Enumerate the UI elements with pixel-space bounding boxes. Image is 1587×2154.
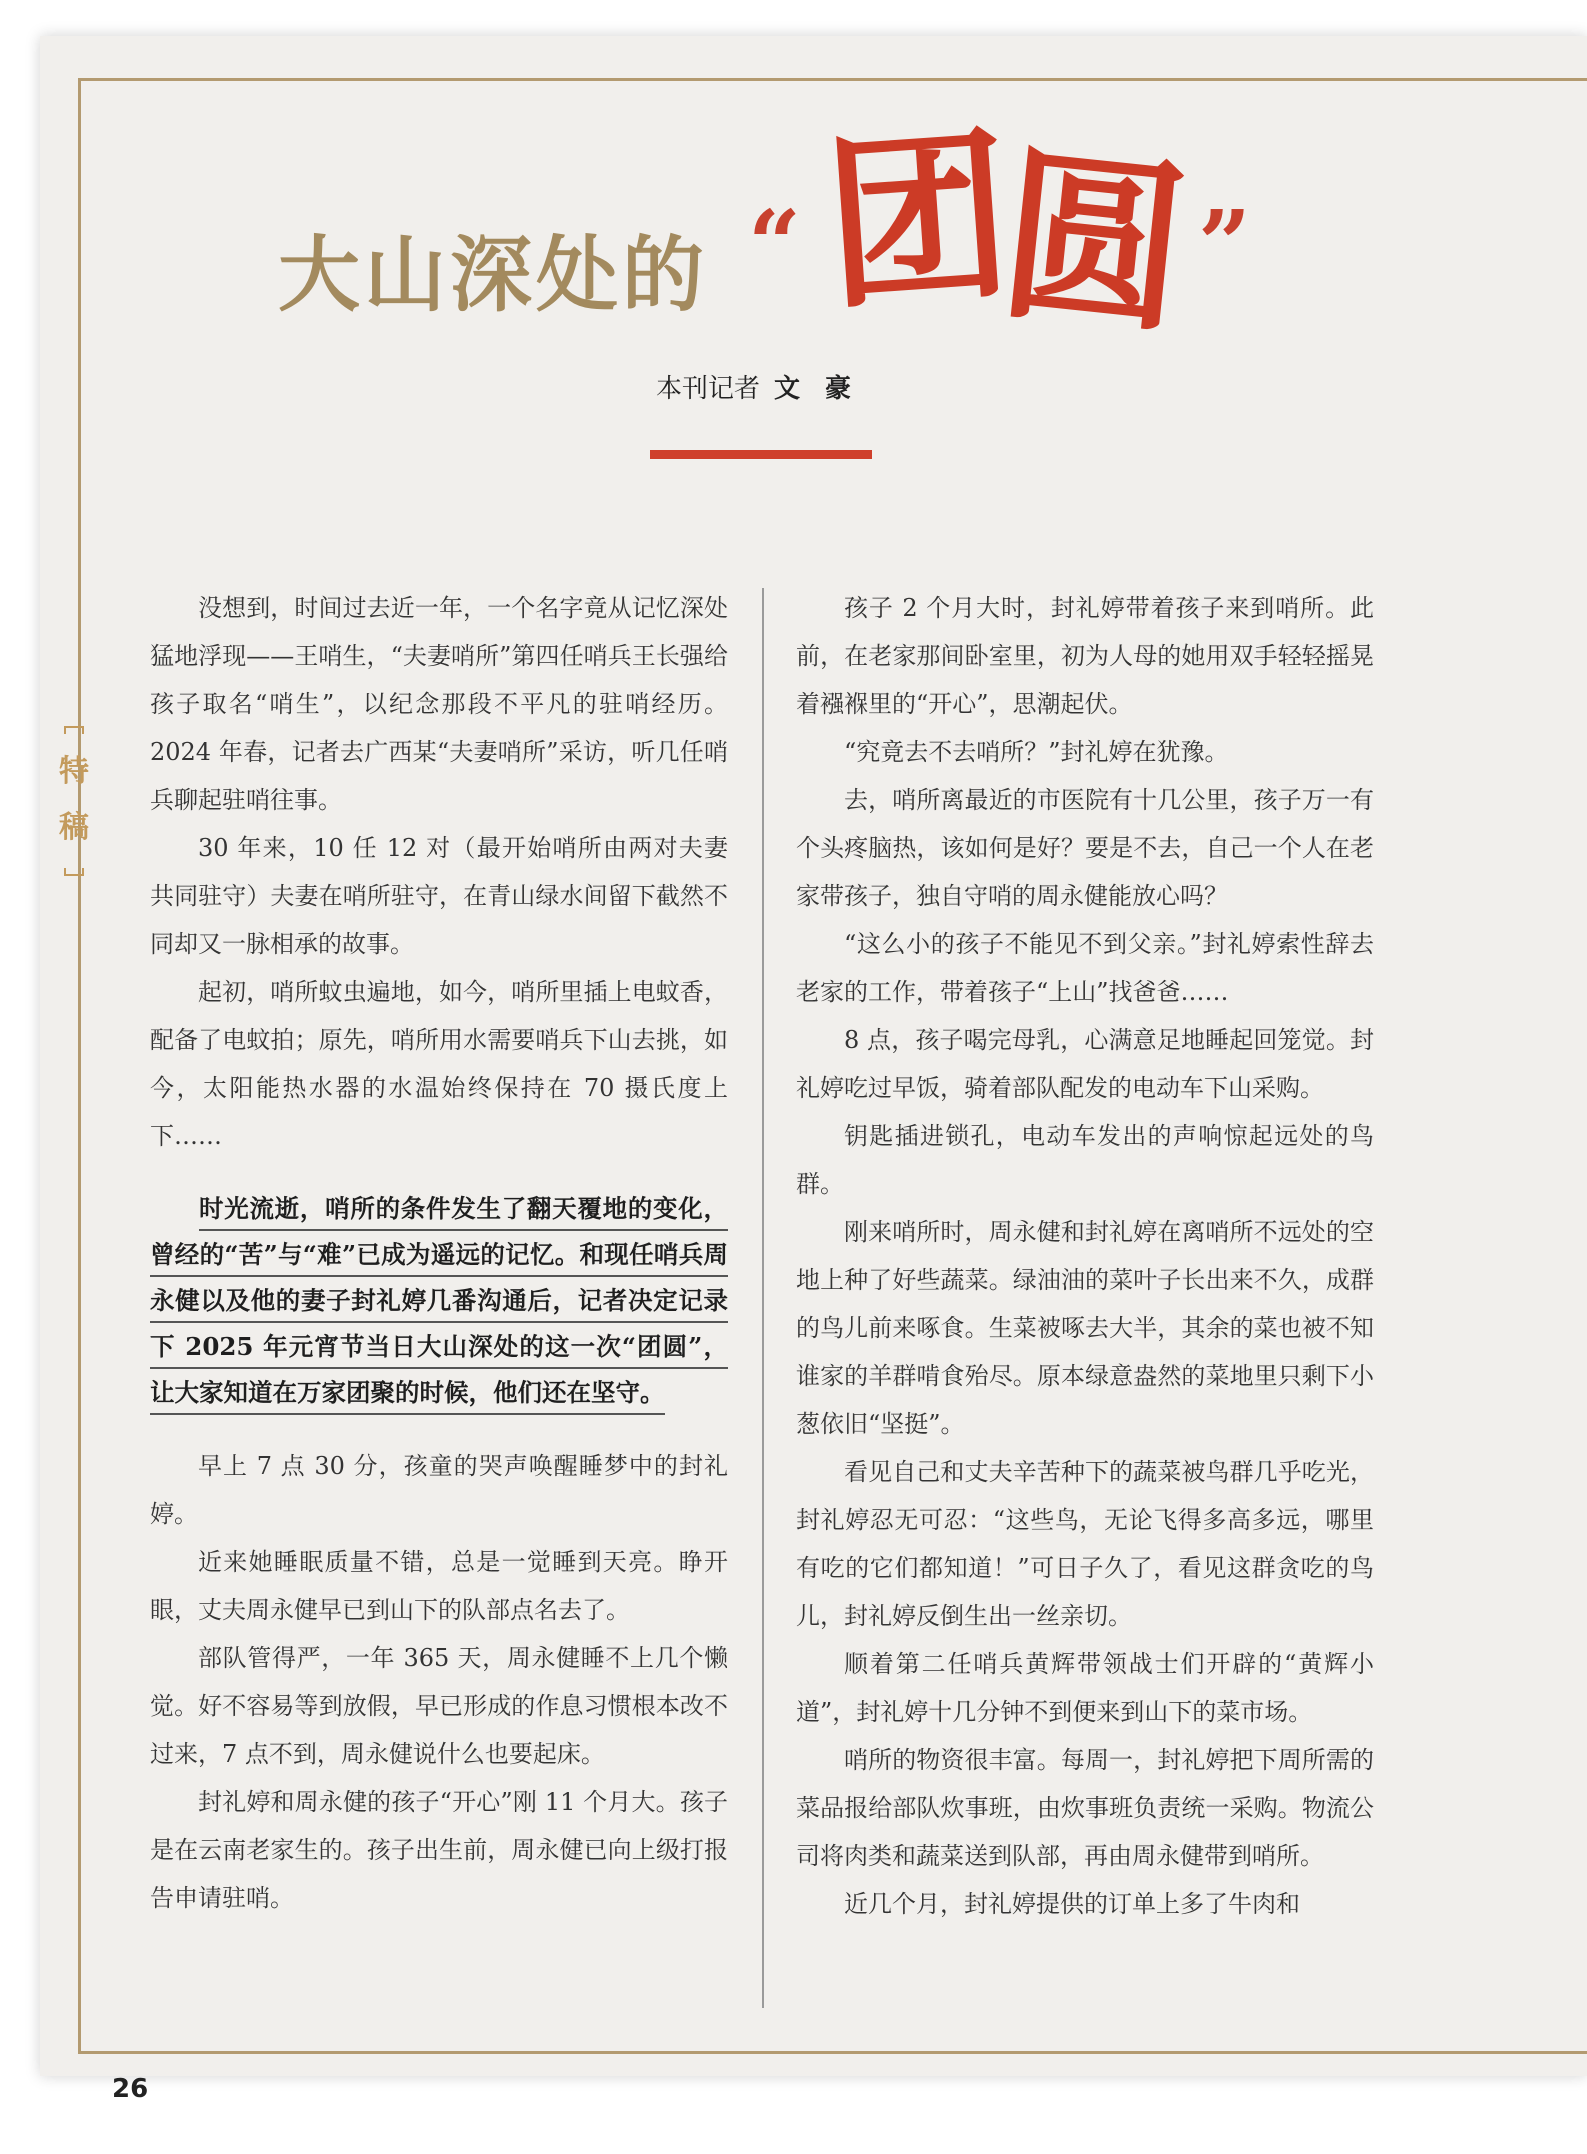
author-name: 文 豪 <box>773 374 860 404</box>
section-tag-char-2: 稿 <box>59 810 89 845</box>
paragraph: 30 年来，10 任 12 对（最开始哨所由两对夫妻共同驻守）夫妻在哨所驻守，在青山绿水间留下截然不同却又一脉相承的故事。 <box>150 834 728 958</box>
byline <box>0 368 1515 405</box>
paragraph: 8 点，孩子喝完母乳，心满意足地睡起回笼觉。封礼婷吃过早饭，骑着部队配发的电动车下山采购。 <box>796 1026 1374 1102</box>
highlight-text: 时光流逝，哨所的条件发生了翻天覆地的变化，曾经的“苦”与“难”已成为遥远的记忆。和现任哨兵周永健以及他的妻子封礼婷几番沟通后，记者决定记录下 2025 年元宵节当日大山深处的这一次“团圆”，让大家知道在万家团聚的时候，他们还在坚守。 <box>150 1194 728 1415</box>
bracket-top <box>64 726 84 734</box>
column-divider <box>762 588 764 2008</box>
paragraph: 近几个月，封礼婷提供的订单上多了牛肉和 <box>844 1890 1300 1918</box>
page-number: 26 <box>112 2074 149 2104</box>
paragraph: 近来她睡眠质量不错，总是一觉睡到天亮。睁开眼，丈夫周永健早已到山下的队部点名去了。 <box>150 1548 728 1624</box>
paragraph: 哨所的物资很丰富。每周一，封礼婷把下周所需的菜品报给部队炊事班，由炊事班负责统一采购。物流公司将肉类和蔬菜送到队部，再由周永健带到哨所。 <box>796 1746 1374 1870</box>
paragraph: 看见自己和丈夫辛苦种下的蔬菜被鸟群几乎吃光，封礼婷忍无可忍：“这些鸟，无论飞得多高多远，哪里有吃的它们都知道！”可日子久了，看见这群贪吃的鸟儿，封礼婷反倒生出一丝亲切。 <box>796 1458 1374 1630</box>
title-emphasis <box>818 109 1191 360</box>
byline-prefix: 本刊记者 <box>655 374 760 404</box>
paragraph: 去，哨所离最近的市医院有十几公里，孩子万一有个头疼脑热，该如何是好？要是不去，自己一个人在老家带孩子，独自守哨的周永健能放心吗？ <box>796 786 1374 910</box>
bracket-bottom <box>64 868 84 876</box>
section-tag-char-1: 特 <box>59 754 89 789</box>
paragraph: 孩子 2 个月大时，封礼婷带着孩子来到哨所。此前，在老家那间卧室里，初为人母的她用双手轻轻摇晃着襁褓里的“开心”，思潮起伏。 <box>796 594 1374 718</box>
title-emphasis-char-1: 团 <box>818 109 1012 335</box>
title-main-text: 大山深处的 <box>278 227 709 323</box>
paragraph: 钥匙插进锁孔，电动车发出的声响惊起远处的鸟群。 <box>796 1122 1374 1198</box>
right-column <box>796 584 1374 1928</box>
paragraph: 没想到，时间过去近一年，一个名字竟从记忆深处猛地浮现——王哨生，“夫妻哨所”第四任哨兵王长强给孩子取名“哨生”，以纪念那段不平凡的驻哨经历。2024 年春，记者去广西某“夫妻哨所”采访，听几任哨兵聊起驻哨往事。 <box>150 594 728 814</box>
paragraph: 顺着第二任哨兵黄辉带领战士们开辟的“黄辉小道”，封礼婷十几分钟不到便来到山下的菜市场。 <box>796 1650 1374 1726</box>
title-quote-close: ” <box>1198 190 1251 298</box>
article-title <box>278 109 1278 370</box>
paragraph: 刚来哨所时，周永健和封礼婷在离哨所不远处的空地上种了好些蔬菜。绿油油的菜叶子长出来不久，成群的鸟儿前来啄食。生菜被啄去大半，其余的菜也被不知谁家的羊群啃食殆尽。原本绿意盎然的菜地里只剩下小葱依旧“坚挺”。 <box>796 1218 1374 1438</box>
highlight-paragraph <box>150 1186 728 1416</box>
title-quote-open: “ <box>748 190 801 298</box>
paragraph: 部队管得严，一年 365 天，周永健睡不上几个懒觉。好不容易等到放假，早已形成的作息习惯根本改不过来，7 点不到，周永健说什么也要起床。 <box>150 1644 728 1768</box>
left-column <box>150 584 728 1922</box>
title-divider-bar <box>650 450 872 459</box>
paragraph: 早上 7 点 30 分，孩童的哭声唤醒睡梦中的封礼婷。 <box>150 1452 728 1528</box>
title-emphasis-char-2: 圆 <box>991 128 1191 360</box>
paragraph: “这么小的孩子不能见不到父亲。”封礼婷索性辞去老家的工作，带着孩子“上山”找爸爸…… <box>796 930 1374 1006</box>
paragraph: 起初，哨所蚊虫遍地，如今，哨所里插上电蚊香，配备了电蚊拍；原先，哨所用水需要哨兵下山去挑，如今，太阳能热水器的水温始终保持在 70 摄氏度上下…… <box>150 978 728 1150</box>
section-tag <box>56 726 92 876</box>
paragraph: 封礼婷和周永健的孩子“开心”刚 11 个月大。孩子是在云南老家生的。孩子出生前，周永健已向上级打报告申请驻哨。 <box>150 1788 728 1912</box>
paragraph: “究竟去不去哨所？”封礼婷在犹豫。 <box>844 738 1229 766</box>
